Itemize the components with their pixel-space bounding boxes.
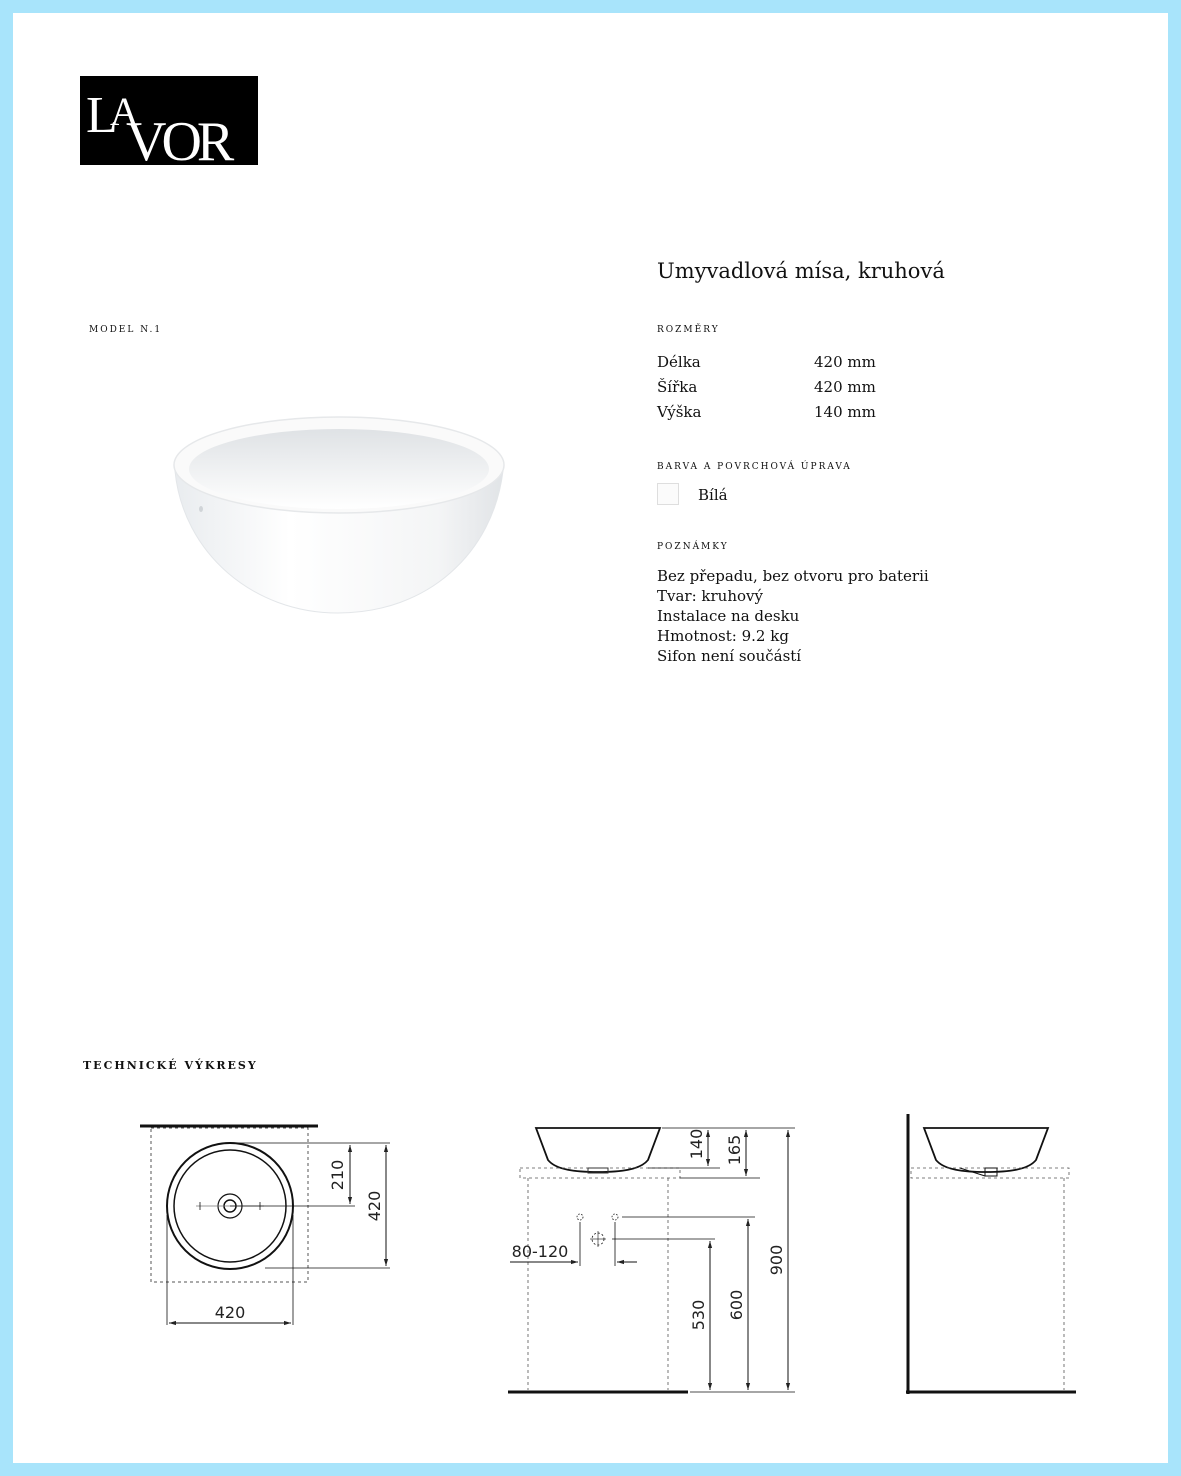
technical-drawings bbox=[13, 13, 1168, 1463]
notes-heading: POZNÁMKY bbox=[657, 542, 729, 552]
dim-bowl-height: 140 bbox=[687, 1128, 706, 1160]
front-view-drawing bbox=[508, 1128, 795, 1392]
dimension-value: 420 mm bbox=[814, 353, 876, 371]
dim-waste-height: 530 bbox=[689, 1299, 708, 1331]
dimension-value: 420 mm bbox=[814, 378, 876, 396]
svg-text:L: L bbox=[86, 87, 114, 144]
note-line: Bez přepadu, bez otvoru pro baterii bbox=[657, 567, 929, 585]
top-view-drawing bbox=[140, 1126, 390, 1325]
note-line: Tvar: kruhový bbox=[657, 587, 763, 605]
dim-top-depth: 420 bbox=[365, 1190, 384, 1222]
product-title: Umyvadlová mísa, kruhová bbox=[657, 259, 945, 283]
side-view-drawing bbox=[906, 1114, 1076, 1394]
dimension-label: Výška bbox=[657, 403, 702, 421]
svg-text:A: A bbox=[110, 89, 139, 134]
dim-waste-offset: 80-120 bbox=[511, 1242, 569, 1261]
product-photo bbox=[163, 403, 523, 633]
spec-sheet bbox=[13, 13, 1168, 1463]
dim-top-half: 210 bbox=[328, 1159, 347, 1191]
notes-list bbox=[657, 566, 929, 666]
dimension-label: Šířka bbox=[657, 378, 698, 396]
finish-heading: BARVA A POVRCHOVÁ ÚPRAVA bbox=[657, 462, 852, 472]
dim-tap-height: 600 bbox=[727, 1289, 746, 1321]
model-label: MODEL N.1 bbox=[89, 325, 163, 335]
dim-total-height: 165 bbox=[725, 1134, 744, 1166]
svg-text:VOR: VOR bbox=[126, 111, 230, 165]
color-name: Bílá bbox=[698, 486, 728, 504]
dim-counter-height: 900 bbox=[767, 1244, 786, 1276]
color-swatch bbox=[657, 483, 679, 505]
dimensions-heading: ROZMĚRY bbox=[657, 325, 720, 335]
dim-top-width: 420 bbox=[214, 1303, 246, 1322]
note-line: Hmotnost: 9.2 kg bbox=[657, 627, 789, 645]
brand-logo bbox=[80, 76, 258, 165]
technical-drawings-heading: TECHNICKÉ VÝKRESY bbox=[83, 1059, 258, 1072]
dimension-label: Délka bbox=[657, 353, 701, 371]
note-line: Sifon není součástí bbox=[657, 647, 802, 665]
dimension-value: 140 mm bbox=[814, 403, 876, 421]
note-line: Instalace na desku bbox=[657, 607, 800, 625]
